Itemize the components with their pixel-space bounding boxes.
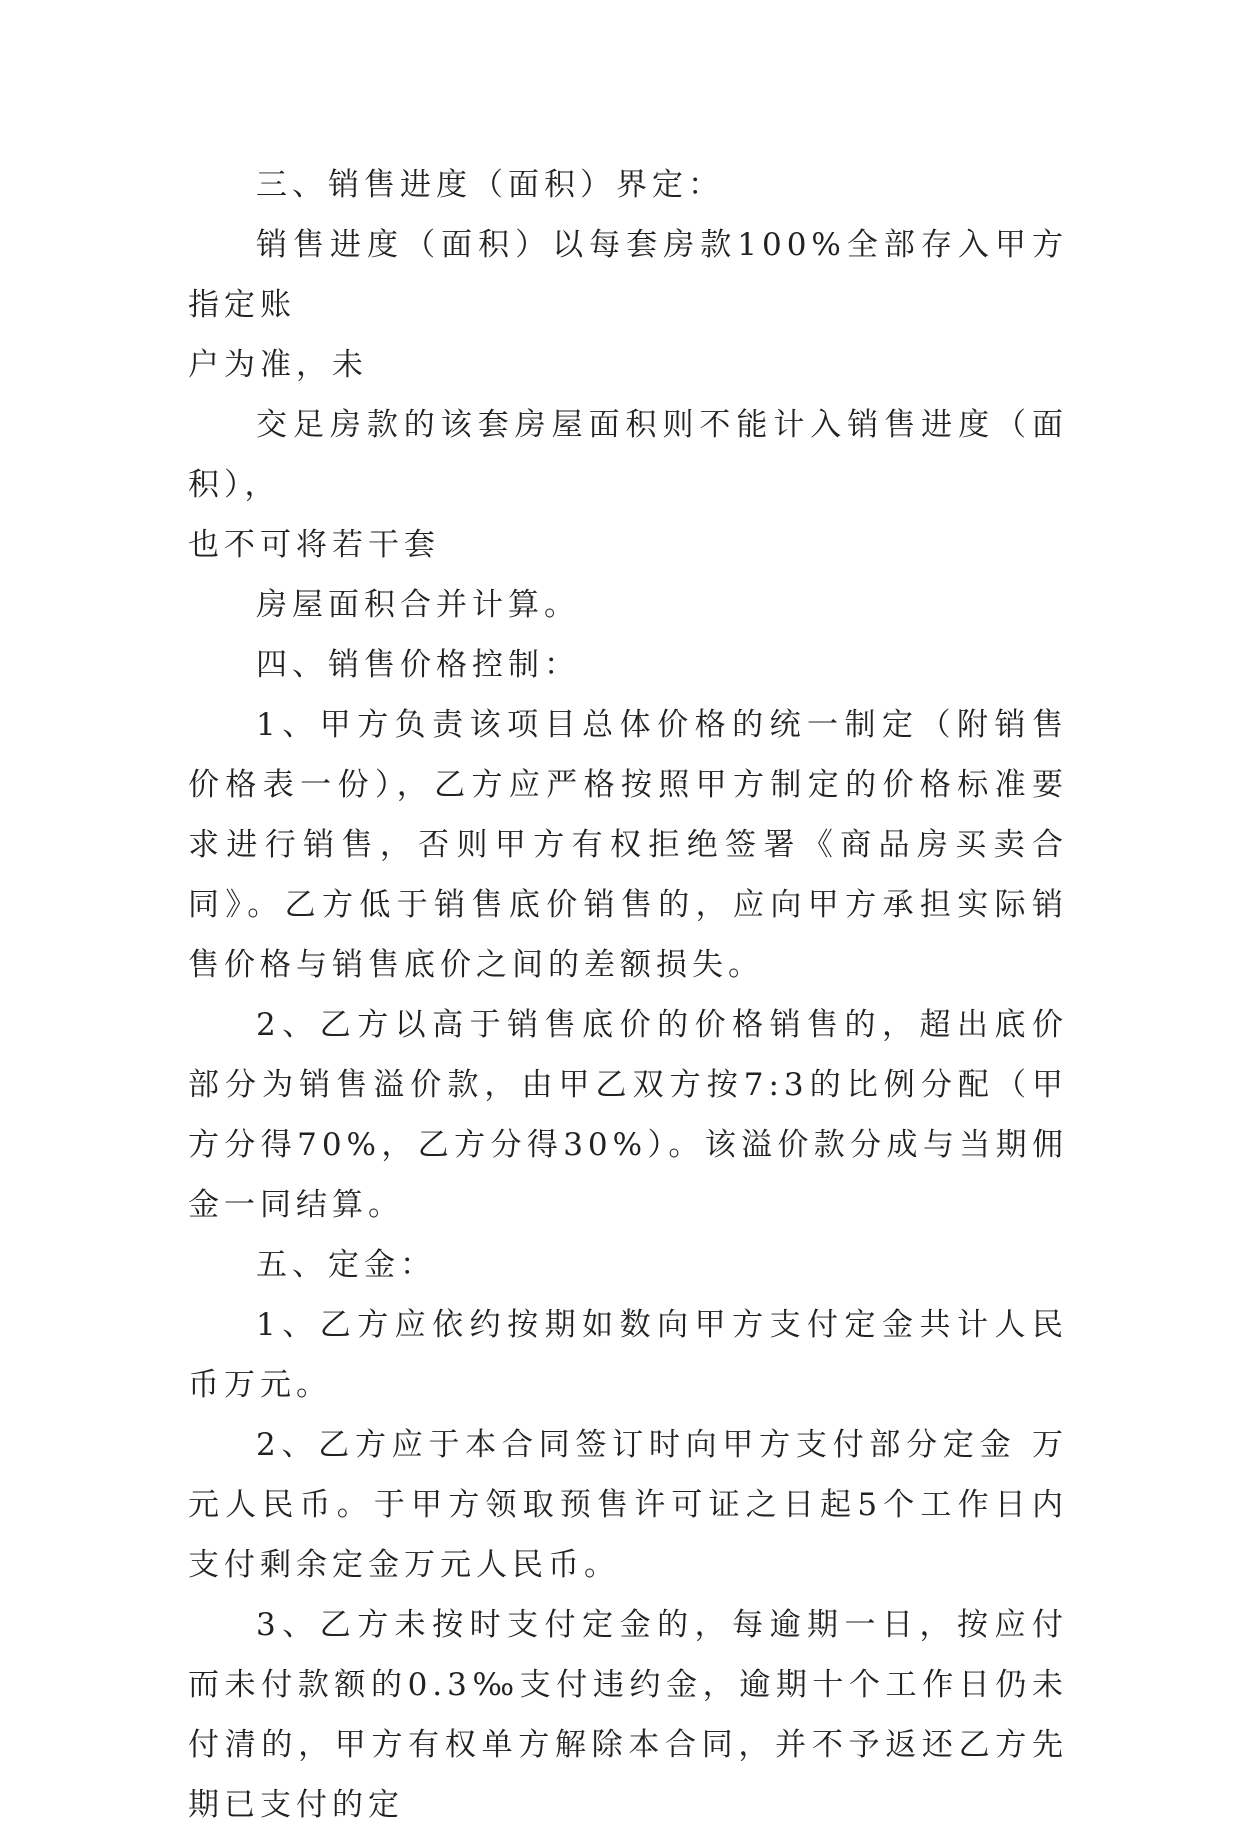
paragraph-deposit-item-1: 1、乙方应依约按期如数向甲方支付定金共计人民币万元。	[188, 1307, 1068, 1403]
paragraph-price-control-item-1: 1、甲方负责该项目总体价格的统一制定（附销售价格表一份），乙方应严格按照甲方制定的价格标准要求进行销售，否则甲方有权拒绝签署《商品房买卖合同》。乙方低于销售底价销售的，应向甲方承担实际销售价格与销售底价之间的差额损失。	[188, 707, 1068, 983]
paragraph-unpaid-area-continuation: 也不可将若干套	[188, 527, 440, 563]
document-body	[188, 155, 1068, 1835]
section-heading-price-control: 四、销售价格控制：	[256, 647, 580, 683]
paragraph-area-merge-rule: 房屋面积合并计算。	[256, 587, 580, 623]
paragraph-deposit-item-2: 2、乙方应于本合同签订时向甲方支付部分定金 万元人民币。于甲方领取预售许可证之日起5个工作日内支付剩余定金万元人民币。	[188, 1427, 1068, 1583]
paragraph-sales-progress-definition: 销售进度（面积）以每套房款100%全部存入甲方指定账	[188, 227, 1068, 323]
paragraph-deposit-item-3: 3、乙方未按时支付定金的，每逾期一日，按应付而未付款额的0.3‰支付违约金，逾期十个工作日仍未付清的，甲方有权单方解除本合同，并不予返还乙方先期已支付的定	[188, 1607, 1068, 1823]
section-heading-deposit: 五、定金：	[256, 1247, 436, 1283]
paragraph-price-control-item-2: 2、乙方以高于销售底价的价格销售的，超出底价部分为销售溢价款，由甲乙双方按7:3的比例分配（甲方分得70%，乙方分得30%）。该溢价款分成与当期佣金一同结算。	[188, 1007, 1068, 1223]
paragraph-unpaid-area-rule: 交足房款的该套房屋面积则不能计入销售进度（面积），	[188, 407, 1068, 503]
paragraph-sales-progress-continuation: 户为准，未	[188, 347, 368, 383]
section-heading-sales-progress: 三、销售进度（面积）界定：	[256, 167, 724, 203]
